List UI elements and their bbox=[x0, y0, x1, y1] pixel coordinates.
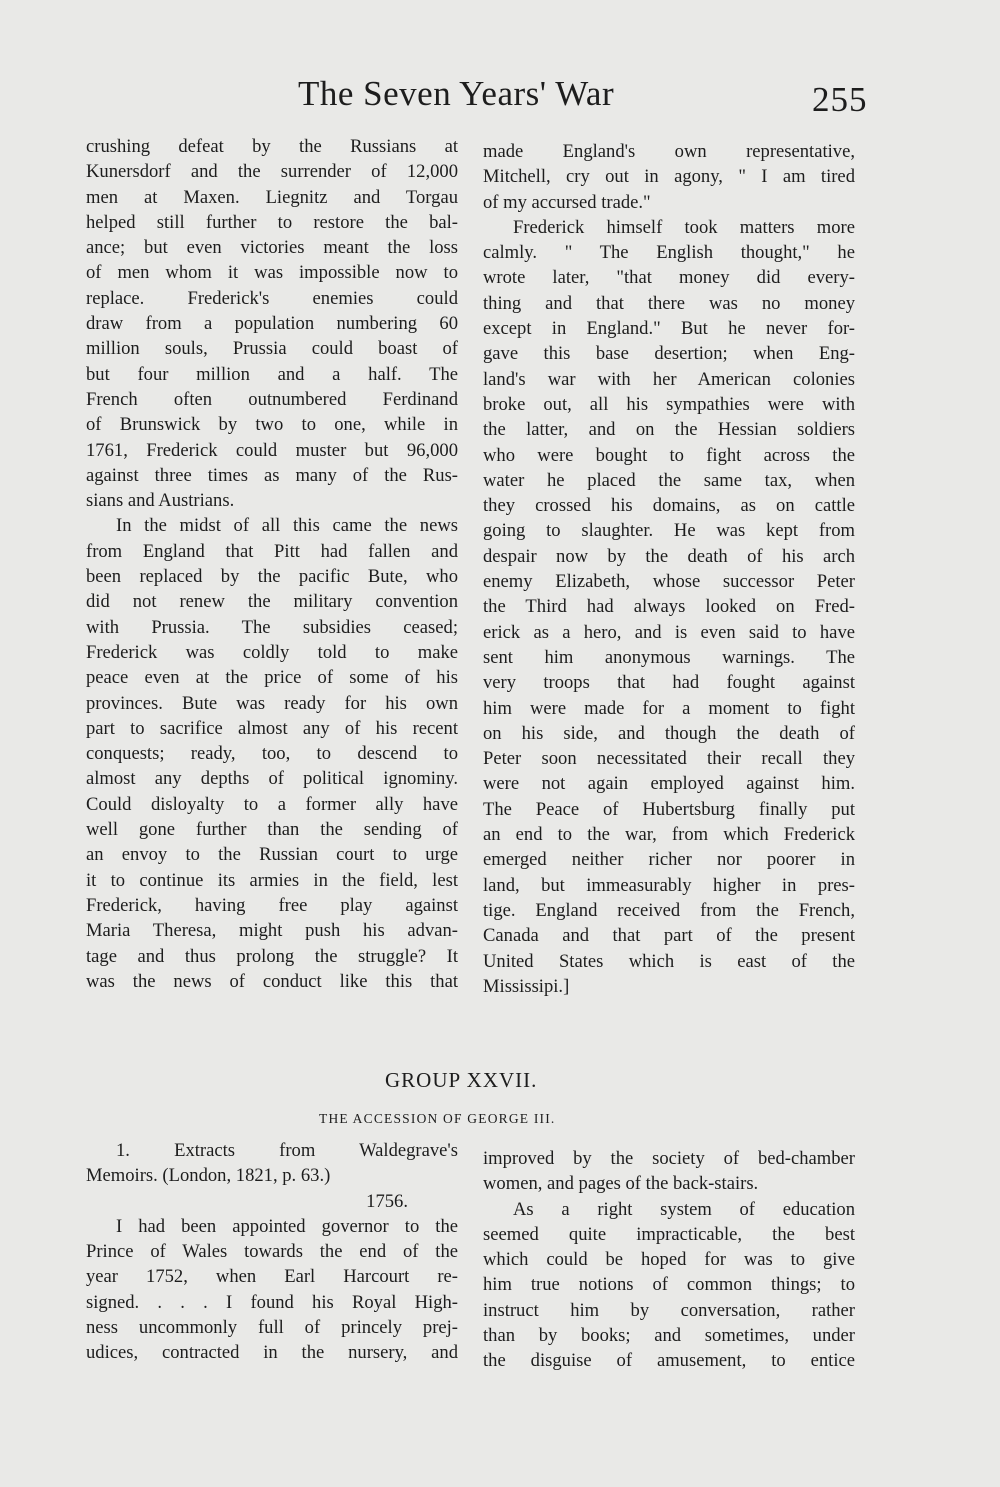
text-line: Mississipi.] bbox=[483, 975, 570, 997]
text-line: who were bought to fight across the bbox=[483, 444, 855, 466]
text-line: an envoy to the Russian court to urge bbox=[86, 844, 458, 866]
text-line: French often outnumbered Ferdinand bbox=[86, 388, 458, 410]
text-line: 1756. bbox=[366, 1190, 408, 1212]
text-line: sent him anonymous warnings. The bbox=[483, 646, 855, 668]
text-line: million souls, Prussia could boast of bbox=[86, 338, 458, 360]
text-line: Canada and that part of the present bbox=[483, 925, 855, 947]
text-line: I had been appointed governor to the bbox=[116, 1215, 458, 1237]
text-line: improved by the society of bed-chamber bbox=[483, 1148, 855, 1169]
group-heading: GROUP XXVII. bbox=[385, 1068, 538, 1092]
text-line: Frederick himself took matters more bbox=[513, 216, 855, 238]
text-line: helped still further to restore the bal- bbox=[86, 211, 458, 233]
text-line: Frederick was coldly told to make bbox=[86, 641, 458, 663]
text-line: emerged neither richer nor poorer in bbox=[483, 849, 855, 871]
text-line: Kunersdorf and the surrender of 12,000 bbox=[86, 161, 458, 183]
lower-right-column bbox=[483, 1146, 855, 1374]
text-line: did not renew the military convention bbox=[86, 591, 458, 613]
text-line: of Brunswick by two to one, while in bbox=[86, 414, 458, 436]
text-line: 1761, Frederick could muster but 96,000 bbox=[86, 439, 458, 461]
text-line: Mitchell, cry out in agony, " I am tired bbox=[483, 166, 855, 188]
text-line: enemy Elizabeth, whose successor Peter bbox=[483, 571, 855, 593]
text-line: it to continue its armies in the field, lest bbox=[86, 869, 458, 891]
text-line: him true notions of common things; to bbox=[483, 1274, 855, 1296]
text-line: crushing defeat by the Russians at bbox=[86, 136, 458, 157]
text-line: The Peace of Hubertsburg finally put bbox=[483, 798, 855, 820]
text-line: but four million and a half. The bbox=[86, 363, 458, 385]
text-line: provinces. Bute was ready for his own bbox=[86, 692, 458, 714]
text-line: going to slaughter. He was kept from bbox=[483, 520, 855, 542]
text-line: Maria Theresa, might push his advan- bbox=[86, 920, 458, 942]
text-line: erick as a hero, and is even said to have bbox=[483, 621, 855, 643]
text-line: Frederick, having free play against bbox=[86, 894, 458, 916]
text-line: instruct him by conversation, rather bbox=[483, 1299, 855, 1321]
text-line: from England that Pitt had fallen and bbox=[86, 540, 458, 562]
text-line: Peter soon necessitated their recall they bbox=[483, 748, 855, 770]
text-line: calmly. " The English thought," he bbox=[483, 242, 855, 264]
text-line: broke out, all his sympathies were with bbox=[483, 393, 855, 415]
text-line: water he placed the same tax, when bbox=[483, 469, 855, 491]
text-line: udices, contracted in the nursery, and bbox=[86, 1342, 458, 1364]
text-line: men at Maxen. Liegnitz and Torgau bbox=[86, 186, 458, 208]
text-line: 1. Extracts from Waldegrave's bbox=[116, 1140, 458, 1161]
text-line: of men whom it was impossible now to bbox=[86, 262, 458, 284]
text-line: well gone further than the sending of bbox=[86, 819, 458, 841]
text-line: the latter, and on the Hessian soldiers bbox=[483, 419, 855, 441]
group-subheading: THE ACCESSION OF GEORGE III. bbox=[319, 1111, 556, 1126]
text-line: Memoirs. (London, 1821, p. 63.) bbox=[86, 1165, 331, 1187]
text-line: gave this base desertion; when Eng- bbox=[483, 343, 855, 365]
text-line: replace. Frederick's enemies could bbox=[86, 287, 458, 309]
text-line: As a right system of education bbox=[513, 1198, 855, 1220]
text-line: year 1752, when Earl Harcourt re- bbox=[86, 1266, 458, 1288]
text-line: with Prussia. The subsidies ceased; bbox=[86, 616, 458, 638]
text-line: the disguise of amusement, to entice bbox=[483, 1350, 855, 1372]
text-line: him were made for a moment to fight bbox=[483, 697, 855, 719]
text-line: was the news of conduct like this that bbox=[86, 970, 458, 992]
text-line: seemed quite impracticable, the best bbox=[483, 1223, 855, 1245]
text-line: women, and pages of the back-stairs. bbox=[483, 1173, 759, 1195]
text-line: made England's own representative, bbox=[483, 141, 855, 162]
upper-left-column bbox=[86, 134, 458, 994]
text-line: except in England." But he never for- bbox=[483, 318, 855, 340]
text-line: land, but immeasurably higher in pres- bbox=[483, 874, 855, 896]
lower-left-column bbox=[86, 1138, 458, 1366]
text-line: sians and Austrians. bbox=[86, 490, 235, 512]
text-line: they crossed his domains, as on cattle bbox=[483, 495, 855, 517]
running-title: The Seven Years' War bbox=[298, 74, 615, 113]
text-line: thing and that there was no money bbox=[483, 292, 855, 314]
text-line: tige. England received from the French, bbox=[483, 899, 855, 921]
text-line: were not again employed against him. bbox=[483, 773, 855, 795]
text-line: In the midst of all this came the news bbox=[116, 515, 458, 537]
text-line: than by books; and sometimes, under bbox=[483, 1325, 855, 1347]
text-line: conquests; ready, too, to descend to bbox=[86, 743, 458, 765]
text-line: been replaced by the pacific Bute, who bbox=[86, 566, 458, 588]
text-line: peace even at the price of some of his bbox=[86, 667, 458, 689]
text-line: wrote later, "that money did every- bbox=[483, 267, 855, 289]
text-line: United States which is east of the bbox=[483, 950, 855, 972]
text-line: ness uncommonly full of princely prej- bbox=[86, 1317, 458, 1339]
upper-right-column bbox=[483, 139, 855, 999]
text-line: Prince of Wales towards the end of the bbox=[86, 1241, 458, 1263]
text-line: of my accursed trade." bbox=[483, 191, 651, 213]
text-line: against three times as many of the Rus- bbox=[86, 464, 458, 486]
text-line: on his side, and though the death of bbox=[483, 722, 855, 744]
text-line: Could disloyalty to a former ally have bbox=[86, 793, 458, 815]
text-line: tage and thus prolong the struggle? It bbox=[86, 945, 458, 967]
text-line: despair now by the death of his arch bbox=[483, 545, 855, 567]
text-line: very troops that had fought against bbox=[483, 672, 855, 694]
text-line: land's war with her American colonies bbox=[483, 368, 855, 390]
text-line: signed. . . . I found his Royal High- bbox=[86, 1291, 458, 1313]
text-line: ance; but even victories meant the loss bbox=[86, 237, 458, 259]
page-number: 255 bbox=[812, 80, 868, 119]
text-line: almost any depths of political ignominy. bbox=[86, 768, 458, 790]
text-line: part to sacrifice almost any of his recent bbox=[86, 717, 458, 739]
text-line: the Third had always looked on Fred- bbox=[483, 596, 855, 618]
text-line: which could be hoped for was to give bbox=[483, 1249, 855, 1271]
text-line: draw from a population numbering 60 bbox=[86, 313, 458, 335]
text-line: an end to the war, from which Frederick bbox=[483, 824, 855, 846]
